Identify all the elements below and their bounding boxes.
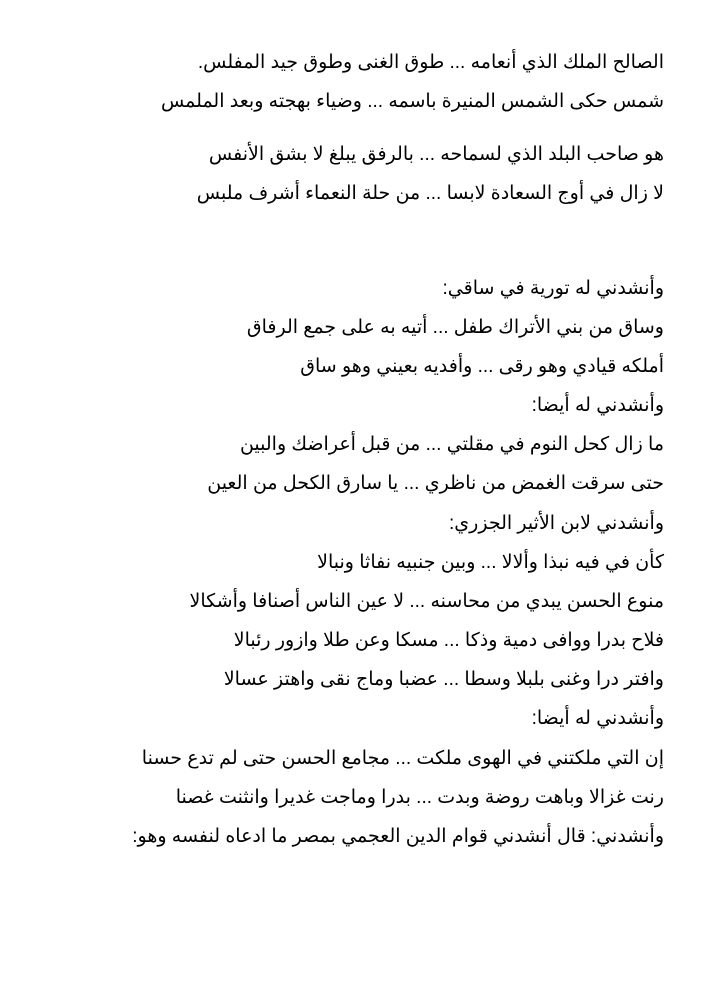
heading-line-4: وأنشدني له أيضا: (531, 708, 664, 729)
verse-line-2: شمس حكى الشمس المنيرة باسمه ... وضياء بهجته وبعد الملمس (160, 91, 664, 112)
verse-line-3: هو صاحب البلد الذي لسماحه ... بالرفق يبلغ لا بشق الأنفس (208, 144, 664, 165)
verse-line-13: إن التي ملكتني في الهوى ملكت ... مجامع الحسن حتى لم تدع حسنا (141, 748, 664, 769)
verse-line-10: منوع الحسن يبدي من محاسنه ... لا عين الناس أصنافا وأشكالا (189, 591, 664, 612)
verse-line-4: لا زال في أوج السعادة لابسا ... من حلة النعماء أشرف ملبس (196, 183, 664, 204)
verse-line-5: وساق من بني الأتراك طفل ... أتيه به على جمع الرفاق (246, 317, 664, 338)
verse-line-14: رنت غزالا وباهت روضة وبدت ... بدرا وماجت غديرا وانثنت غصنا (175, 787, 664, 808)
verse-line-1: الصالح الملك الذي أنعامه ... طوق الغنى وطوق جيد المفلس. (197, 52, 664, 73)
verse-line-8: حتى سرقت الغمض من ناظري ... يا سارق الكحل من العين (207, 473, 664, 494)
heading-line-1: وأنشدني له تورية في ساقي: (442, 278, 664, 299)
verse-line-9: كأن في فيه نبذا وألالا ... وبين جنبيه نفاثا ونبالا (317, 552, 664, 573)
verse-line-12: وافتر درا وغنى بلبلا وسطا ... عضبا وماج نقى واهتز عسالا (223, 669, 664, 690)
heading-line-3: وأنشدني لابن الأثير الجزري: (449, 513, 664, 534)
verse-line-11: فلاح بدرا ووافى دمية وذكا ... مسكا وعن طلا وازور رئبالا (233, 630, 664, 651)
heading-line-2: وأنشدني له أيضا: (531, 395, 664, 416)
heading-line-5: وأنشدني: قال أنشدني قوام الدين العجمي بمصر ما ادعاه لنفسه وهو: (132, 826, 664, 847)
verse-line-6: أملكه قيادي وهو رقى ... وأفديه بعيني وهو ساق (300, 356, 664, 377)
verse-line-7: ما زال كحل النوم في مقلتي ... من قبل أعراضك والبين (239, 434, 664, 455)
